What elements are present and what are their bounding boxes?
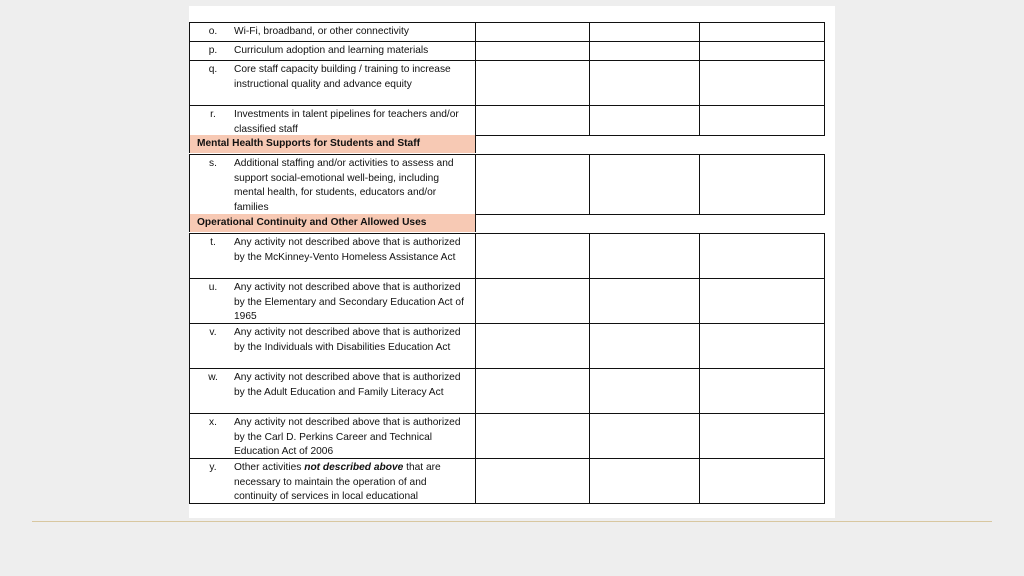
empty-cell-col3 bbox=[590, 61, 700, 105]
table-row bbox=[189, 323, 825, 369]
table-row bbox=[189, 60, 825, 106]
table-row bbox=[189, 105, 825, 136]
activity-description: Additional staffing and/or activities to assess and support social-emotional well-being, including mental health, for students, educators and/or families bbox=[234, 158, 454, 213]
activity-cell bbox=[190, 459, 476, 503]
table-row bbox=[189, 233, 825, 279]
activity-description: Any activity not described above that is authorized by the Elementary and Secondary Education Act of 1965 bbox=[234, 282, 464, 323]
activity-cell bbox=[190, 324, 476, 368]
activity-description: Core staff capacity building / training to increase instructional quality and advance equity bbox=[234, 64, 451, 90]
section-header: Mental Health Supports for Students and Staff bbox=[189, 135, 476, 153]
empty-cell-col3 bbox=[590, 279, 700, 323]
empty-cell-col4 bbox=[700, 279, 824, 323]
activity-cell bbox=[190, 369, 476, 413]
row-letter: v. bbox=[209, 327, 217, 338]
empty-cell-col2 bbox=[476, 414, 590, 458]
empty-cell-col3 bbox=[590, 369, 700, 413]
activity-cell bbox=[190, 234, 476, 278]
empty-cell-col2 bbox=[476, 106, 590, 135]
footer-divider bbox=[32, 521, 992, 522]
activity-cell bbox=[190, 414, 476, 458]
activity-description: Any activity not described above that is authorized by the Carl D. Perkins Career and Technical Education Act of 2006 bbox=[234, 417, 461, 458]
activity-cell bbox=[190, 23, 476, 41]
row-letter: o. bbox=[208, 26, 218, 37]
empty-cell-col2 bbox=[476, 61, 590, 105]
row-letter: t. bbox=[210, 237, 216, 248]
empty-cell-col3 bbox=[590, 155, 700, 214]
allowed-uses-table bbox=[189, 22, 825, 504]
empty-cell-col4 bbox=[700, 23, 824, 41]
empty-cell-col4 bbox=[700, 324, 824, 368]
activity-description: Investments in talent pipelines for teachers and/or classified staff bbox=[234, 109, 459, 135]
table-row bbox=[189, 458, 825, 504]
empty-cell-col2 bbox=[476, 279, 590, 323]
table-row bbox=[189, 22, 825, 42]
empty-cell-col2 bbox=[476, 155, 590, 214]
empty-cell-col3 bbox=[590, 324, 700, 368]
table-row bbox=[189, 413, 825, 459]
empty-cell-col4 bbox=[700, 106, 824, 135]
description-part: that are necessary to maintain the operation of and continuity of services in local educational bbox=[234, 462, 441, 503]
activity-cell bbox=[190, 279, 476, 323]
empty-cell-col4 bbox=[700, 369, 824, 413]
empty-cell-col4 bbox=[700, 234, 824, 278]
empty-cell-col2 bbox=[476, 23, 590, 41]
empty-cell-col2 bbox=[476, 369, 590, 413]
row-letter: x. bbox=[209, 417, 217, 428]
empty-cell-col3 bbox=[590, 459, 700, 503]
row-letter: w. bbox=[208, 372, 218, 383]
activity-cell bbox=[190, 155, 476, 214]
activity-cell bbox=[190, 61, 476, 105]
row-letter: q. bbox=[208, 64, 218, 75]
row-letter: p. bbox=[208, 45, 218, 56]
activity-cell bbox=[190, 42, 476, 60]
table-row bbox=[189, 41, 825, 61]
empty-cell-col3 bbox=[590, 234, 700, 278]
row-letter: u. bbox=[208, 282, 218, 293]
table-row bbox=[189, 278, 825, 324]
row-letter: s. bbox=[209, 158, 217, 169]
activity-description: Curriculum adoption and learning materials bbox=[234, 45, 429, 56]
activity-description: Any activity not described above that is authorized by the Adult Education and Family Literacy Act bbox=[234, 372, 461, 398]
empty-cell-col4 bbox=[700, 61, 824, 105]
empty-cell-col4 bbox=[700, 414, 824, 458]
empty-cell-col4 bbox=[700, 42, 824, 60]
empty-cell-col2 bbox=[476, 42, 590, 60]
empty-cell-col3 bbox=[590, 42, 700, 60]
activity-cell bbox=[190, 106, 476, 135]
activity-description: Any activity not described above that is authorized by the Individuals with Disabilities Education Act bbox=[234, 327, 461, 353]
empty-cell-col3 bbox=[590, 414, 700, 458]
empty-cell-col3 bbox=[590, 23, 700, 41]
table-row bbox=[189, 154, 825, 215]
empty-cell-col4 bbox=[700, 459, 824, 503]
empty-cell-col4 bbox=[700, 155, 824, 214]
empty-cell-col2 bbox=[476, 324, 590, 368]
section-header: Operational Continuity and Other Allowed Uses bbox=[189, 214, 476, 232]
description-emphasis: not described above bbox=[304, 462, 404, 473]
row-letter: y. bbox=[209, 462, 217, 473]
empty-cell-col2 bbox=[476, 459, 590, 503]
activity-description bbox=[234, 461, 471, 502]
empty-cell-col3 bbox=[590, 106, 700, 135]
document-page bbox=[189, 6, 835, 518]
activity-description: Wi-Fi, broadband, or other connectivity bbox=[234, 26, 409, 37]
row-letter: r. bbox=[210, 109, 216, 120]
activity-description: Any activity not described above that is authorized by the McKinney-Vento Homeless Assistance Act bbox=[234, 237, 461, 263]
table-row bbox=[189, 368, 825, 414]
description-part: Other activities bbox=[234, 462, 305, 473]
empty-cell-col2 bbox=[476, 234, 590, 278]
